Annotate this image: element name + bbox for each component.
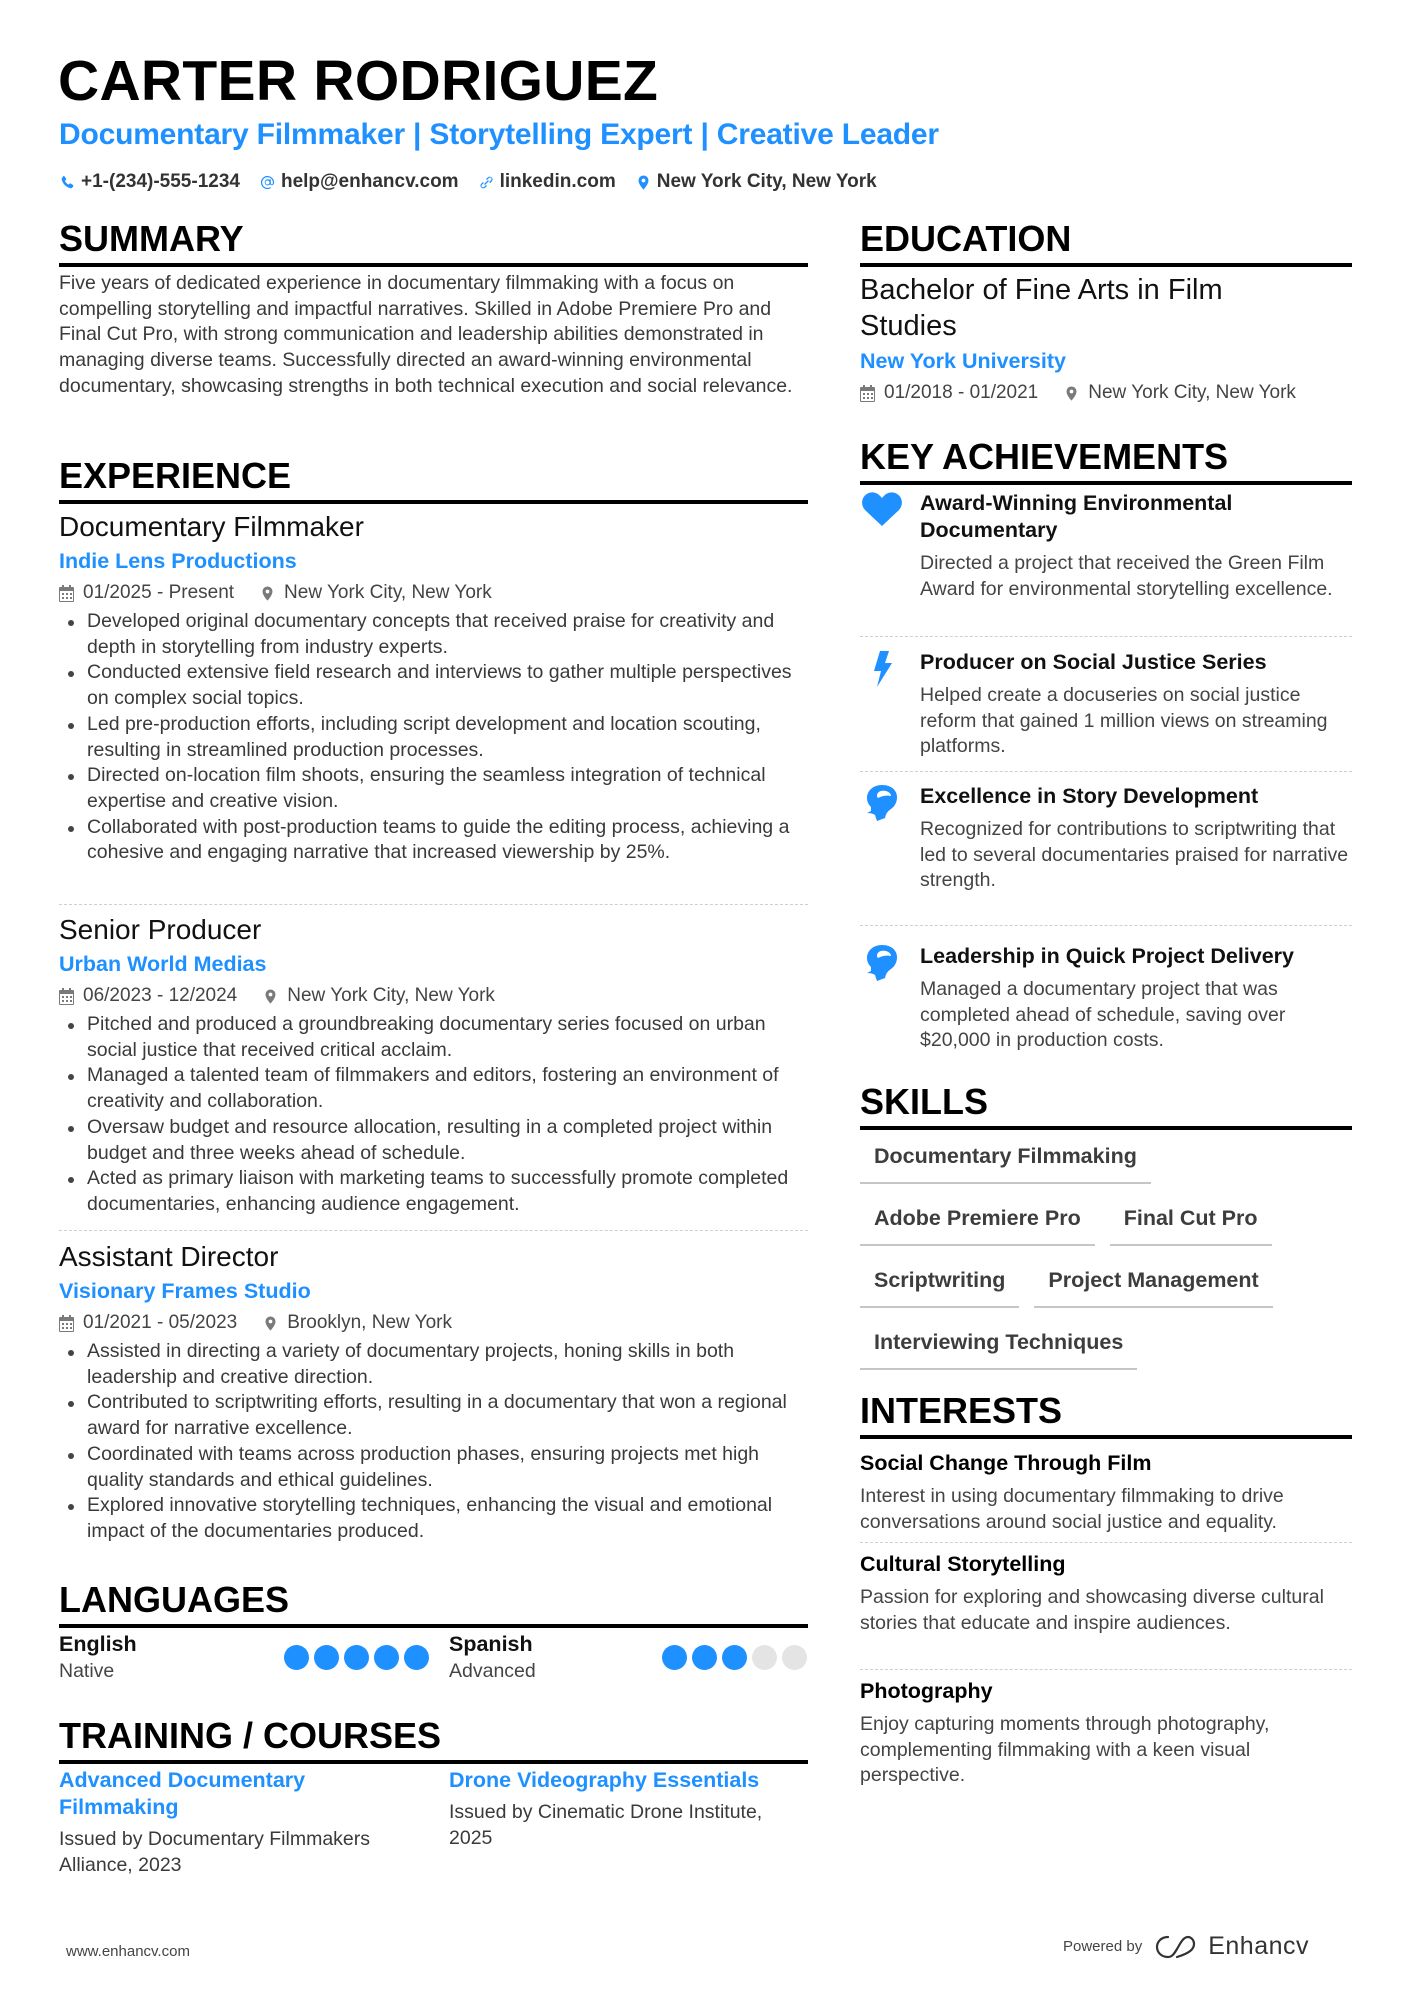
rating-dot-filled [662, 1645, 687, 1670]
education-meta [860, 380, 1310, 406]
lightning-icon [871, 651, 893, 687]
course-item [449, 1767, 807, 1851]
education-location [1064, 380, 1296, 406]
skill-tag: Final Cut Pro [1110, 1200, 1272, 1246]
course-title: Advanced Documentary Filmmaking [59, 1768, 306, 1819]
job-dates [59, 983, 237, 1009]
bullet-item: Collaborated with post-production teams to guide the editing process, achieving a cohesive and engaging narrative that increased viewership by 25%. [59, 815, 808, 866]
skills-heading: SKILLS [860, 1082, 1352, 1130]
job-location [260, 580, 492, 606]
contact-phone[interactable] [60, 171, 240, 193]
bullet-item: Pitched and produced a groundbreaking documentary series focused on urban social justice that received critical acclaim. [59, 1012, 808, 1063]
job-bullets [59, 1012, 808, 1218]
education-heading: EDUCATION [860, 219, 1352, 267]
link-text: linkedin.com [499, 171, 616, 192]
education-school: New York University [860, 349, 1066, 373]
job-dates [59, 1310, 237, 1336]
job-meta [59, 580, 808, 606]
enhancv-logo-icon [1154, 1934, 1200, 1960]
job-location [263, 1310, 452, 1336]
contact-location [636, 171, 877, 193]
location-text: New York City, New York [656, 171, 877, 192]
job-company: Visionary Frames Studio [59, 1279, 311, 1303]
bullet-item: Oversaw budget and resource allocation, resulting in a completed project within budget and three weeks ahead of schedule. [59, 1115, 808, 1166]
interest-item [860, 1678, 1352, 1789]
bullet-item: Conducted extensive field research and interviews to gather multiple perspectives on complex social topics. [59, 660, 808, 711]
job-dates-text: 06/2023 - 12/2024 [83, 985, 238, 1006]
rating-dot-empty [752, 1645, 777, 1670]
rating-dot-filled [692, 1645, 717, 1670]
job-company: Urban World Medias [59, 952, 267, 976]
language-level: Native [59, 1660, 115, 1682]
footer-branding[interactable] [1063, 1932, 1309, 1961]
achievement-item [860, 649, 1352, 760]
rating-dot-empty [782, 1645, 807, 1670]
bullet-item: Led pre-production efforts, including script development and location scouting, resulting in streamlined production processes. [59, 712, 808, 763]
interest-title: Photography [860, 1679, 993, 1703]
language-item [449, 1630, 807, 1686]
location-pin-icon [263, 988, 278, 1005]
job-location-text: New York City, New York [287, 985, 495, 1006]
calendar-icon [59, 585, 74, 602]
job-dates-text: 01/2025 - Present [83, 582, 235, 603]
achievement-divider [860, 636, 1352, 637]
bullet-item: Managed a talented team of filmmakers and editors, fostering an environment of creativity and collaboration. [59, 1063, 808, 1114]
language-name: Spanish [449, 1632, 533, 1656]
interest-divider [860, 1542, 1352, 1543]
candidate-name: CARTER RODRIGUEZ [58, 49, 659, 113]
achievement-item [860, 783, 1352, 894]
link-icon [479, 175, 494, 190]
achievement-title: Award-Winning Environmental Documentary [920, 491, 1233, 542]
education-dates [860, 380, 1038, 406]
experience-heading: EXPERIENCE [59, 456, 808, 504]
job-dates [59, 580, 234, 606]
language-rating [662, 1645, 807, 1670]
skill-tag: Scriptwriting [860, 1262, 1019, 1308]
achievement-divider [860, 771, 1352, 772]
skills-list [860, 1138, 1352, 1370]
interest-title: Social Change Through Film [860, 1451, 1152, 1475]
interest-desc: Interest in using documentary filmmaking to drive conversations around social justice and equality. [860, 1485, 1284, 1533]
achievement-title: Producer on Social Justice Series [920, 650, 1267, 674]
location-pin-icon [260, 585, 275, 602]
contact-email[interactable] [260, 171, 459, 193]
job-entry [59, 510, 808, 866]
bullet-item: Contributed to scriptwriting efforts, resulting in a documentary that won a regional award for narrative excellence. [59, 1390, 808, 1441]
job-location [263, 983, 495, 1009]
language-rating [284, 1645, 429, 1670]
job-location-text: Brooklyn, New York [287, 1312, 452, 1333]
bullet-item: Explored innovative storytelling techniques, enhancing the visual and emotional impact of the documentaries produced. [59, 1493, 808, 1544]
rating-dot-filled [314, 1645, 339, 1670]
training-heading: TRAINING / COURSES [59, 1716, 808, 1764]
job-entry [59, 1240, 808, 1545]
skill-tag: Documentary Filmmaking [860, 1138, 1151, 1184]
bullet-item: Assisted in directing a variety of documentary projects, honing skills in both leadership and creative direction. [59, 1339, 808, 1390]
skill-tag: Interviewing Techniques [860, 1324, 1137, 1370]
achievement-divider [860, 925, 1352, 926]
location-pin-icon [263, 1315, 278, 1332]
education-entry [860, 272, 1310, 406]
interest-item [860, 1450, 1352, 1535]
rating-dot-filled [344, 1645, 369, 1670]
achievement-item [860, 943, 1352, 1054]
brand-name: Enhancv [1208, 1932, 1310, 1960]
language-name: English [59, 1632, 137, 1656]
heart-icon [862, 492, 902, 526]
job-meta [59, 1310, 808, 1336]
achievements-heading: KEY ACHIEVEMENTS [860, 437, 1352, 485]
interest-desc: Enjoy capturing moments through photography, complementing filmmaking with a keen visual perspective. [860, 1713, 1270, 1787]
achievement-desc: Managed a documentary project that was completed ahead of schedule, saving over $20,000 in production costs. [920, 978, 1286, 1052]
job-company: Indie Lens Productions [59, 549, 297, 573]
job-title: Assistant Director [59, 1241, 279, 1272]
phone-icon [60, 175, 75, 190]
at-icon [260, 175, 275, 190]
language-item [59, 1630, 429, 1686]
achievement-desc: Helped create a docuseries on social justice reform that gained 1 million views on streaming platforms. [920, 684, 1328, 758]
job-title: Documentary Filmmaker [59, 511, 364, 542]
powered-by-label: Powered by [1063, 1938, 1143, 1955]
job-dates-text: 01/2021 - 05/2023 [83, 1312, 238, 1333]
email-text: help@enhancv.com [280, 171, 459, 192]
rating-dot-filled [284, 1645, 309, 1670]
brain-head-icon [866, 785, 898, 821]
summary-heading: SUMMARY [59, 219, 808, 267]
interest-item [860, 1551, 1352, 1636]
rating-dot-filled [404, 1645, 429, 1670]
education-degree: Bachelor of Fine Arts in Film Studies [860, 274, 1223, 342]
job-bullets [59, 609, 808, 866]
interest-desc: Passion for exploring and showcasing diverse cultural stories that educate and inspire audiences. [860, 1586, 1324, 1634]
language-level: Advanced [449, 1660, 536, 1682]
interest-title: Cultural Storytelling [860, 1552, 1066, 1576]
achievement-desc: Directed a project that received the Green Film Award for environmental storytelling excellence. [920, 552, 1333, 600]
rating-dot-filled [374, 1645, 399, 1670]
course-issuer: Issued by Cinematic Drone Institute, 2025 [449, 1801, 763, 1849]
footer-website-link[interactable]: www.enhancv.com [66, 1943, 190, 1960]
job-entry [59, 913, 808, 1218]
calendar-icon [860, 385, 875, 402]
job-divider [59, 904, 808, 905]
bullet-item: Directed on-location film shoots, ensuring the seamless integration of technical expertise and creative vision. [59, 763, 808, 814]
languages-heading: LANGUAGES [59, 1580, 808, 1628]
calendar-icon [59, 1315, 74, 1332]
bullet-item: Developed original documentary concepts that received praise for creativity and depth in storytelling from industry experts. [59, 609, 808, 660]
contact-row [60, 169, 877, 195]
brand-logo [1154, 1932, 1309, 1961]
achievement-title: Leadership in Quick Project Delivery [920, 944, 1295, 968]
rating-dot-filled [722, 1645, 747, 1670]
location-pin-icon [636, 175, 651, 190]
contact-link[interactable] [479, 171, 616, 193]
interest-divider [860, 1669, 1352, 1670]
skill-tag: Project Management [1034, 1262, 1272, 1308]
job-meta [59, 983, 808, 1009]
job-title: Senior Producer [59, 914, 262, 945]
location-pin-icon [1064, 385, 1079, 402]
calendar-icon [59, 988, 74, 1005]
course-issuer: Issued by Documentary Filmmakers Alliance, 2023 [59, 1828, 371, 1876]
candidate-title: Documentary Filmmaker | Storytelling Expert | Creative Leader [59, 118, 939, 151]
job-bullets [59, 1339, 808, 1545]
achievement-item [860, 490, 1352, 602]
bullet-item: Acted as primary liaison with marketing teams to successfully promote completed documentaries, enhancing audience engagement. [59, 1166, 808, 1217]
achievement-desc: Recognized for contributions to scriptwriting that led to several documentaries praised for narrative strength. [920, 818, 1349, 892]
achievement-title: Excellence in Story Development [920, 784, 1259, 808]
course-title: Drone Videography Essentials [449, 1768, 760, 1792]
skill-tag: Adobe Premiere Pro [860, 1200, 1095, 1246]
job-location-text: New York City, New York [284, 582, 492, 603]
bullet-item: Coordinated with teams across production phases, ensuring projects met high quality standards and ethical guidelines. [59, 1442, 808, 1493]
interests-heading: INTERESTS [860, 1391, 1352, 1439]
summary-text: Five years of dedicated experience in documentary filmmaking with a focus on compelling storytelling and impactful narratives. Skilled in Adobe Premiere Pro and Final Cut Pro, with strong communication and leadership abilities demonstrated in managing diverse teams. Successfully directed an award-winning environmental documentary, showcasing strengths in both technical execution and social relevance. [59, 272, 793, 397]
education-dates-text: 01/2018 - 01/2021 [884, 382, 1039, 403]
brain-head-icon [866, 945, 898, 981]
course-item [59, 1767, 419, 1878]
job-divider [59, 1230, 808, 1231]
education-location-text: New York City, New York [1088, 382, 1296, 403]
phone-text: +1-(234)-555-1234 [81, 171, 240, 192]
